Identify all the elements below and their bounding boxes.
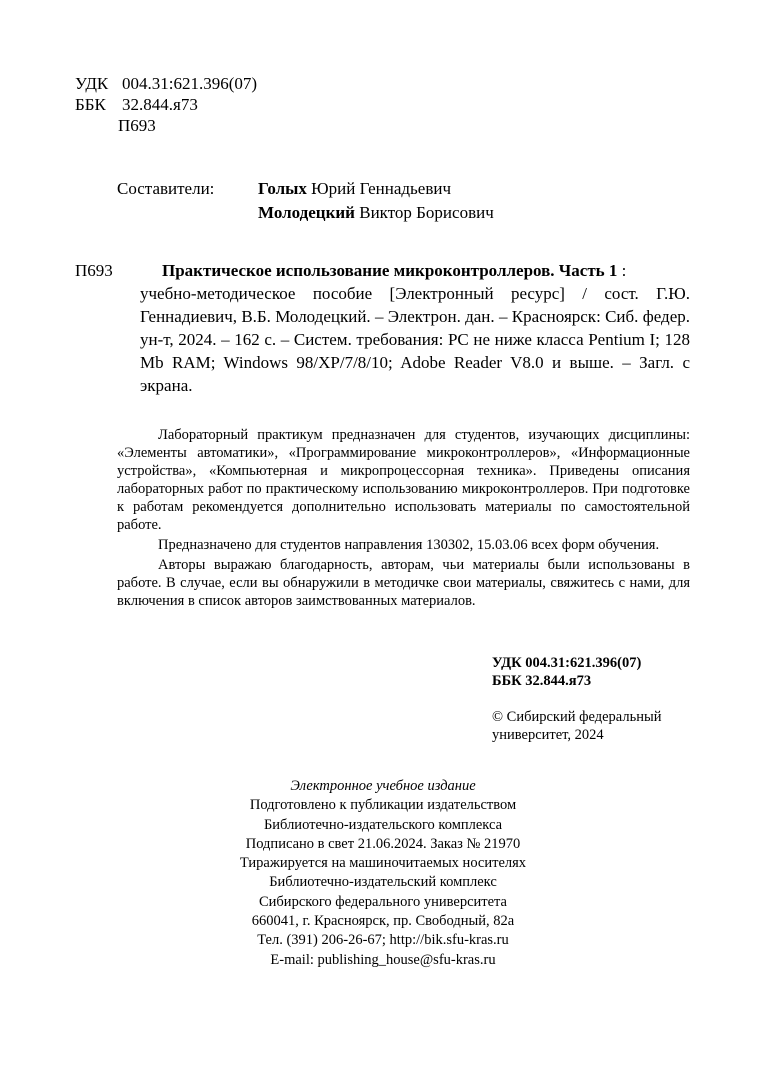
entry-sign: П693 (75, 261, 113, 280)
compiler-surname: Голых (258, 179, 307, 198)
udk-code: 004.31:621.396(07) (122, 74, 258, 93)
imprint-line: Сибирского федерального университета (259, 893, 507, 910)
imprint-line: Тел. (391) 206-26-67; http://bik.sfu-kras.ru (257, 932, 509, 949)
bbk-line: ББК 32.844.я73 (492, 673, 592, 689)
imprint-line: Подписано в свет 21.06.2024. Заказ № 21970 (245, 835, 521, 852)
imprint-line: E-mail: publishing_house@sfu-kras.ru (270, 951, 496, 968)
imprint-line: Подготовлено к публикации издательством (249, 797, 517, 814)
imprint-line: Библиотечно-издательского комплекса (263, 816, 503, 833)
compiler-surname: Молодецкий (258, 203, 355, 222)
entry-text (140, 259, 690, 397)
udk-block (492, 654, 641, 690)
annotation-paragraph: Авторы выражаю благодарность, авторам, чьи материалы были использованы в работе. В случае, если вы обнаружили в методичке свои материалы, свяжитесь с нами, для включения в список авторов заимствованных материалов. (117, 557, 690, 609)
udk-line: УДК 004.31:621.396(07) (492, 655, 642, 671)
entry-title: Практическое использование микроконтроллеров. Часть 1 (162, 261, 618, 280)
copyright-line: университет, 2024 (492, 727, 604, 743)
copyright-line: © Сибирский федеральный (492, 709, 662, 725)
imprint (200, 777, 566, 970)
annotation-paragraph: Предназначено для студентов направления 130302, 15.03.06 всех форм обучения. (158, 537, 660, 553)
compilers-label: Составители: (117, 179, 215, 198)
imprint-line: Тиражируется на машиночитаемых носителях (239, 855, 527, 872)
compiler-name (258, 177, 494, 201)
edition-type: Электронное учебное издание (290, 778, 476, 794)
compiler-given-name: Виктор Борисович (354, 203, 494, 222)
entry-body: учебно-методическое пособие [Электронный ресурс] / сост. Г.Ю. Геннадиевич, В.Б. Молодецкий. – Электрон. дан. – Красноярск: Сиб. федер. ун-т, 2024. – 162 с. – Систем. требования: PC не ниже класса Pentium I; 128 Mb RAM; Windows 98/XP/7/8/10; Adobe Reader V8.0 и выше. – Загл. с экрана. (140, 284, 690, 395)
author-sign: П693 (118, 116, 156, 135)
udk-row (75, 73, 257, 94)
imprint-line: Библиотечно-издательский комплекс (269, 874, 497, 891)
classification-block (75, 73, 257, 136)
bbk-row (75, 94, 257, 115)
annotation (117, 426, 690, 610)
entry-title-line (140, 259, 690, 282)
entry-title-suffix: : (617, 261, 627, 280)
compilers-list (258, 177, 494, 225)
compiler-given-name: Юрий Геннадьевич (306, 179, 452, 198)
annotation-paragraph: Лабораторный практикум предназначен для студентов, изучающих дисциплины: «Элементы автоматики», «Программирование микроконтроллеров», «Информационные устройства», «Компьютерная и микропроцессорная техника». Приведены описания лабораторных работ по практическому использованию микроконтроллеров. При подготовке к работам рекомендуется дополнительно использовать материалы по самостоятельной работе. (117, 427, 690, 533)
imprint-line: 660041, г. Красноярск, пр. Свободный, 82а (251, 913, 515, 930)
bbk-code: 32.844.я73 (122, 95, 198, 114)
bbk-label: ББК (75, 95, 106, 114)
compiler-name (258, 201, 494, 225)
copyright (492, 708, 661, 744)
udk-label: УДК (75, 74, 109, 93)
